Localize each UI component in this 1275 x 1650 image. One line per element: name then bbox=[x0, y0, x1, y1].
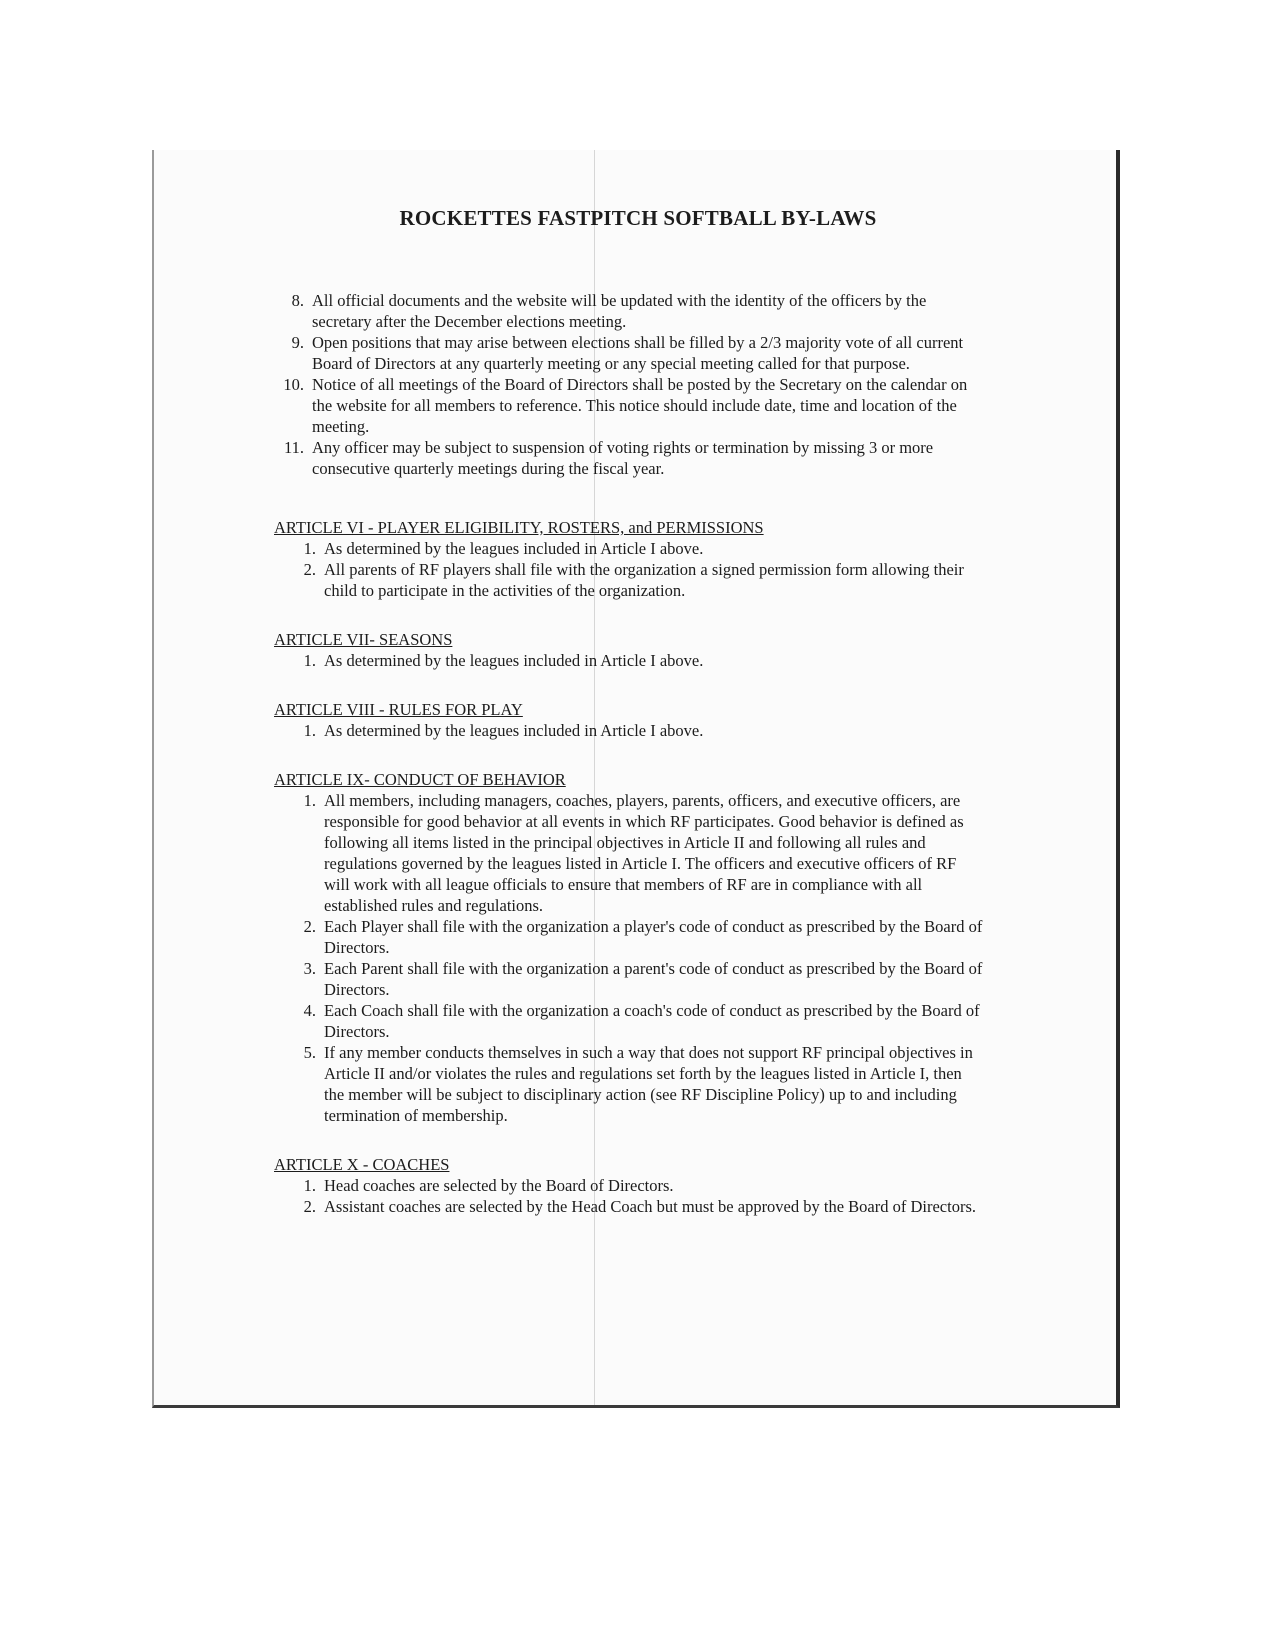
item-number: 8. bbox=[291, 291, 304, 310]
item-number: 1. bbox=[303, 791, 316, 810]
list-item bbox=[286, 916, 984, 958]
item-number: 2. bbox=[303, 1197, 316, 1216]
item-text: Open positions that may arise between elections shall be filled by a 2/3 majority vote of all current Board of Directors at any quarterly meeting or any special meeting called for that purpose. bbox=[312, 333, 964, 373]
item-number: 1. bbox=[303, 651, 316, 670]
article-list bbox=[286, 1175, 984, 1217]
item-text: Any officer may be subject to suspension of voting rights or termination by missing 3 or more consecutive quarterly meetings during the fiscal year. bbox=[312, 438, 934, 478]
list-item bbox=[286, 720, 984, 741]
list-item bbox=[286, 1000, 984, 1042]
item-number: 1. bbox=[303, 721, 316, 740]
article-x bbox=[274, 1154, 984, 1217]
list-item bbox=[286, 958, 984, 1000]
article-vi bbox=[274, 517, 984, 601]
document-page bbox=[152, 150, 1120, 1408]
article-heading: ARTICLE VI - PLAYER ELIGIBILITY, ROSTERS, and PERMISSIONS bbox=[274, 518, 764, 537]
item-number: 9. bbox=[291, 333, 304, 352]
list-item bbox=[286, 650, 984, 671]
item-text: As determined by the leagues included in Article I above. bbox=[324, 539, 704, 558]
list-item bbox=[286, 790, 984, 916]
list-item bbox=[286, 559, 984, 601]
item-text: Each Coach shall file with the organization a coach's code of conduct as prescribed by the Board of Directors. bbox=[324, 1001, 980, 1041]
continued-list bbox=[274, 290, 984, 479]
item-text: Each Player shall file with the organization a player's code of conduct as prescribed by the Board of Directors. bbox=[324, 917, 983, 957]
item-text: Assistant coaches are selected by the Head Coach but must be approved by the Board of Directors. bbox=[324, 1197, 976, 1216]
list-item bbox=[286, 538, 984, 559]
article-ix bbox=[274, 769, 984, 1126]
article-heading: ARTICLE X - COACHES bbox=[274, 1155, 450, 1174]
item-number: 11. bbox=[283, 438, 304, 457]
list-item bbox=[274, 374, 984, 437]
list-item bbox=[274, 332, 984, 374]
item-text: If any member conducts themselves in such a way that does not support RF principal objectives in Article II and/or violates the rules and regulations set forth by the leagues listed in Article I, then the member will be subject to disciplinary action (see RF Discipline Policy) up to and including termination of membership. bbox=[324, 1043, 973, 1125]
item-number: 2. bbox=[303, 560, 316, 579]
list-item bbox=[274, 437, 984, 479]
item-text: All official documents and the website will be updated with the identity of the officers by the secretary after the December elections meeting. bbox=[312, 291, 927, 331]
article-heading: ARTICLE VIII - RULES FOR PLAY bbox=[274, 700, 523, 719]
article-list bbox=[286, 790, 984, 1126]
item-text: As determined by the leagues included in Article I above. bbox=[324, 651, 704, 670]
list-item bbox=[286, 1042, 984, 1126]
list-item bbox=[286, 1196, 984, 1217]
item-number: 5. bbox=[303, 1043, 316, 1062]
article-viii bbox=[274, 699, 984, 741]
item-number: 1. bbox=[303, 539, 316, 558]
article-heading: ARTICLE VII- SEASONS bbox=[274, 630, 453, 649]
article-vii bbox=[274, 629, 984, 671]
article-list bbox=[286, 720, 984, 741]
item-text: Each Parent shall file with the organization a parent's code of conduct as prescribed by the Board of Directors. bbox=[324, 959, 983, 999]
item-number: 1. bbox=[303, 1176, 316, 1195]
article-heading: ARTICLE IX- CONDUCT OF BEHAVIOR bbox=[274, 770, 566, 789]
article-list bbox=[286, 650, 984, 671]
document-title: ROCKETTES FASTPITCH SOFTBALL BY-LAWS bbox=[399, 206, 877, 230]
item-text: Head coaches are selected by the Board of Directors. bbox=[324, 1176, 674, 1195]
item-number: 3. bbox=[303, 959, 316, 978]
item-text: All parents of RF players shall file with the organization a signed permission form allowing their child to participate in the activities of the organization. bbox=[324, 560, 964, 600]
item-number: 10. bbox=[283, 375, 304, 394]
item-text: As determined by the leagues included in Article I above. bbox=[324, 721, 704, 740]
document-body bbox=[274, 290, 984, 1217]
list-item bbox=[286, 1175, 984, 1196]
item-text: All members, including managers, coaches, players, parents, officers, and executive officers, are responsible for good behavior at all events in which RF participates. Good behavior is defined as following all items listed in the principal objectives in Article II and following all rules and regulations governed by the leagues listed in Article I. The officers and executive officers of RF will work with all league officials to ensure that members of RF are in compliance with all established rules and regulations. bbox=[324, 791, 964, 915]
item-text: Notice of all meetings of the Board of Directors shall be posted by the Secretary on the calendar on the website for all members to reference. This notice should include date, time and location of the meeting. bbox=[312, 375, 968, 436]
item-number: 4. bbox=[303, 1001, 316, 1020]
list-item bbox=[274, 290, 984, 332]
article-list bbox=[286, 538, 984, 601]
item-number: 2. bbox=[303, 917, 316, 936]
